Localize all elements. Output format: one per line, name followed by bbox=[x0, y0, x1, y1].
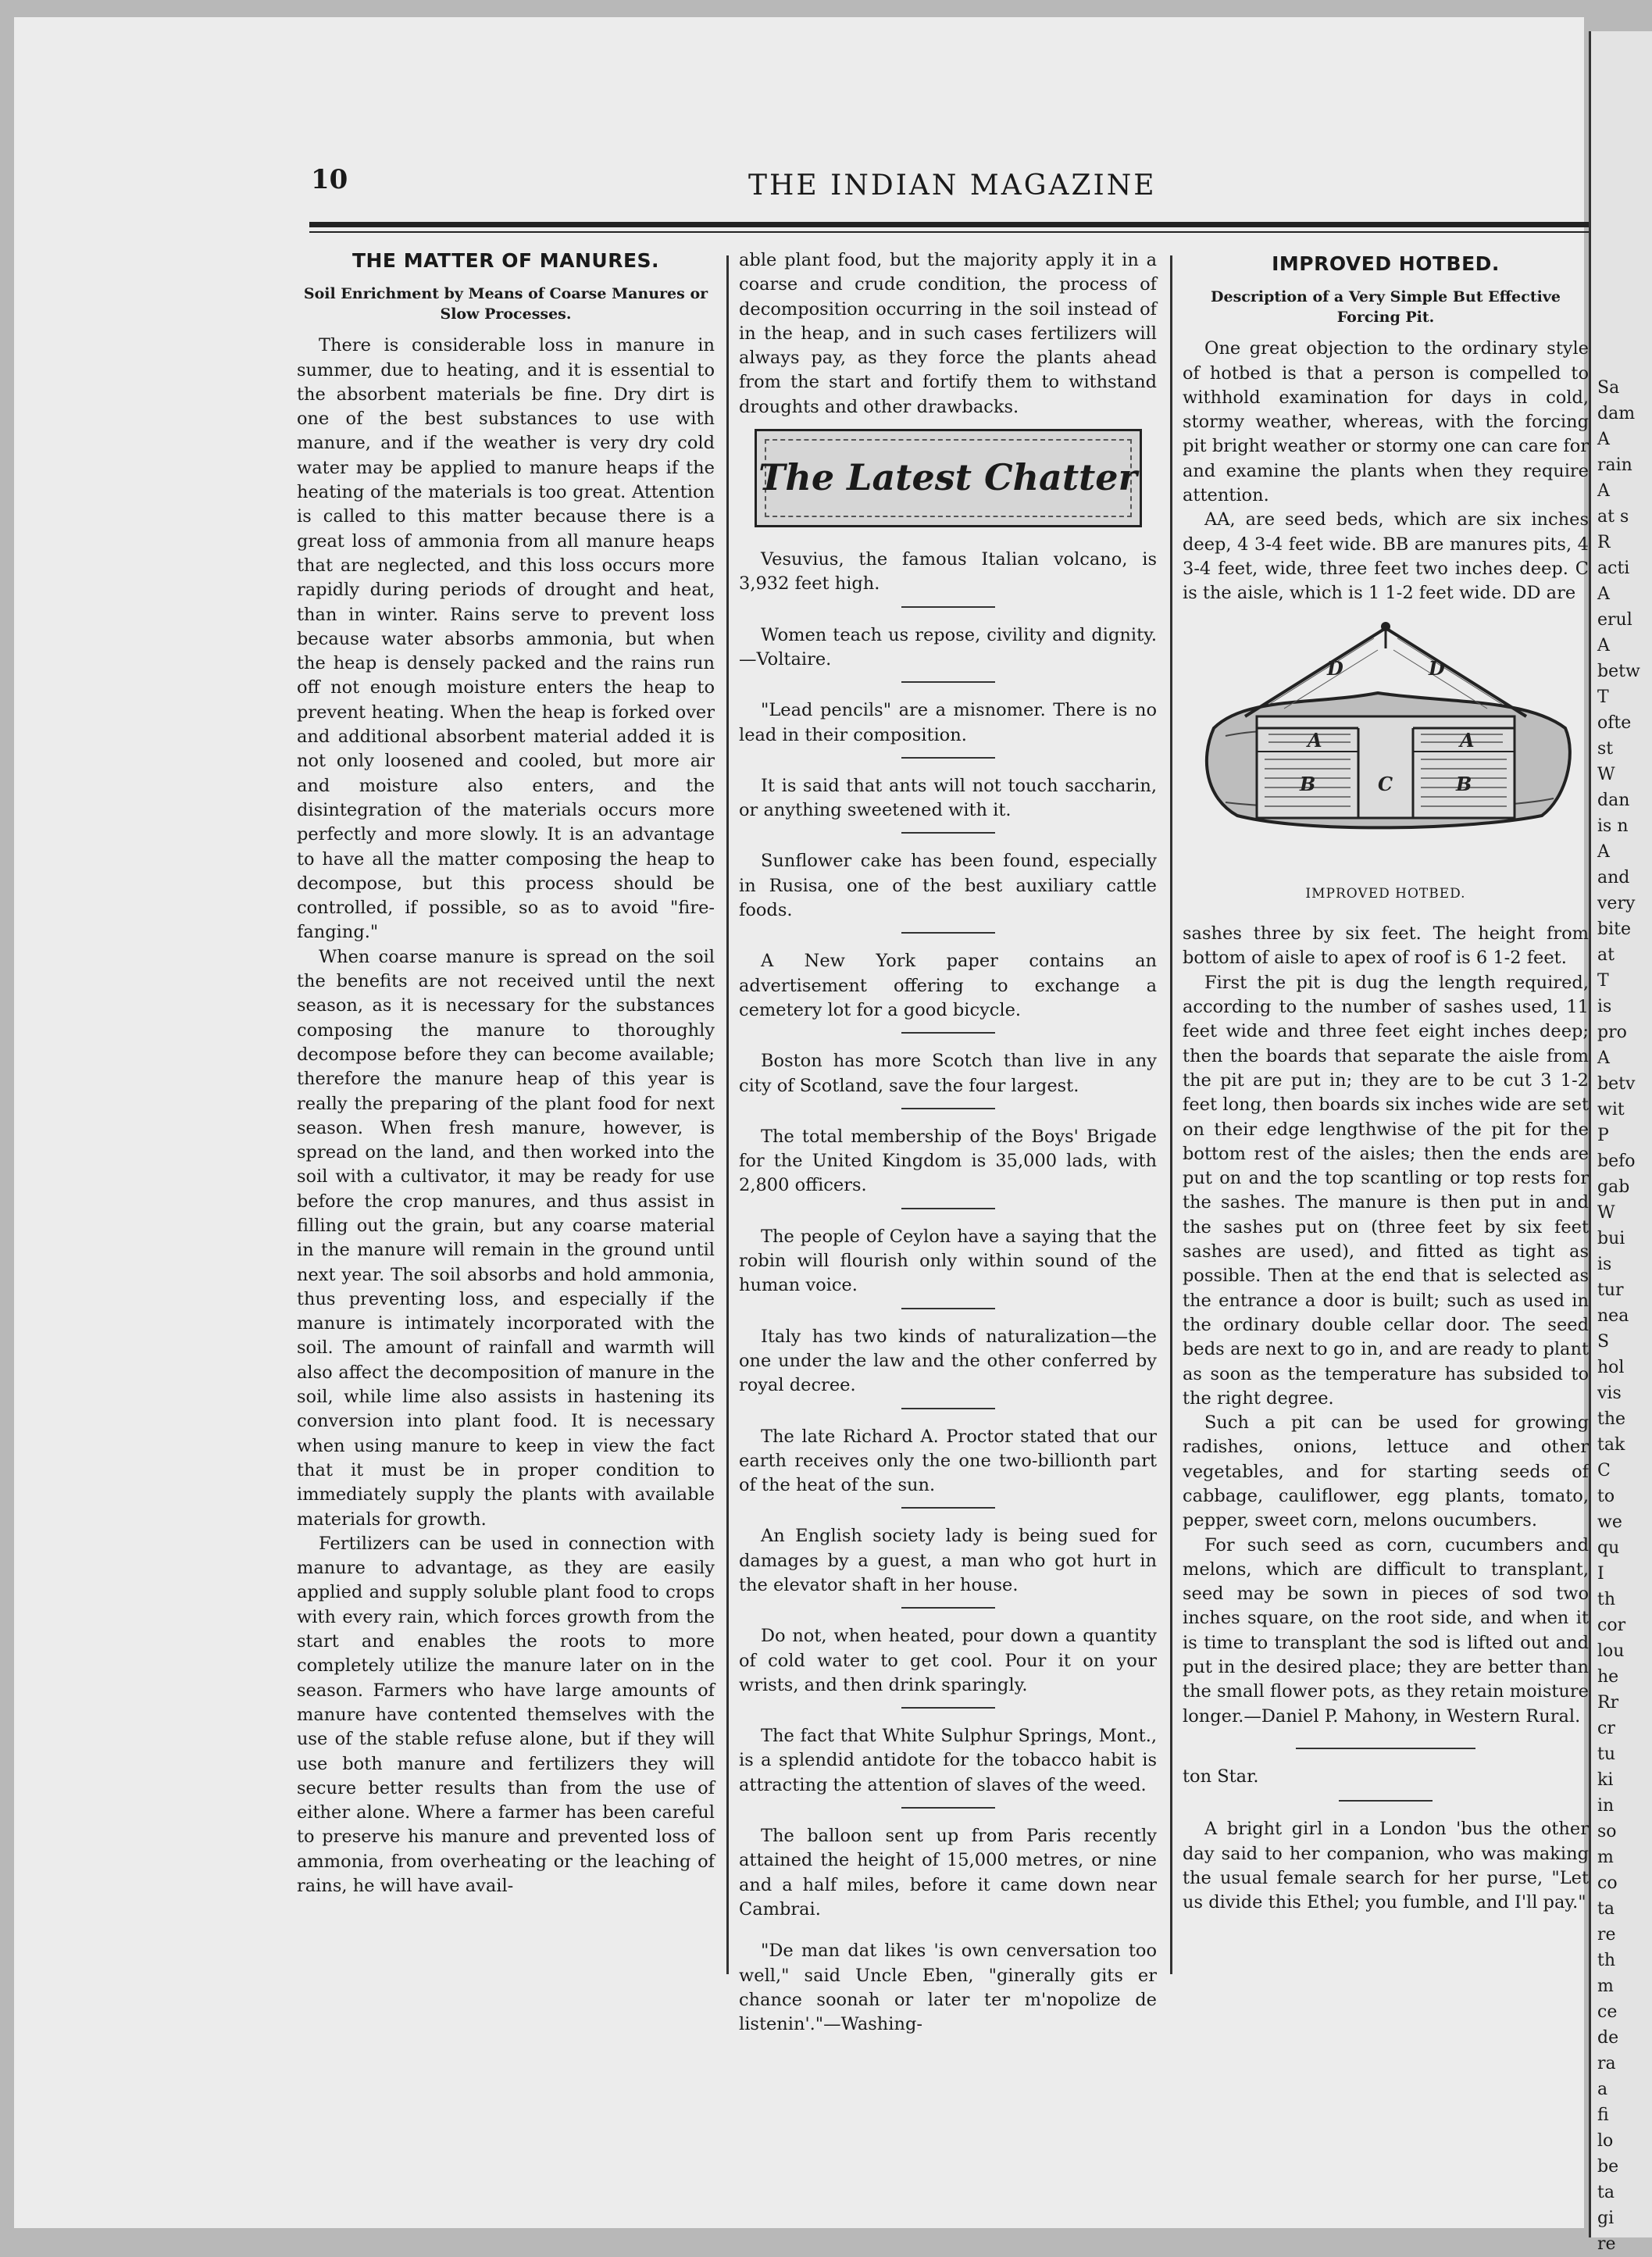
adjacent-page-fragment: betw bbox=[1597, 662, 1640, 681]
adjacent-page-fragment: vis bbox=[1597, 1384, 1622, 1403]
adjacent-page-fragment: ki bbox=[1597, 1770, 1614, 1790]
adjacent-page-fragment: qu bbox=[1597, 1538, 1620, 1558]
adjacent-page-fragment: A bbox=[1597, 1048, 1610, 1068]
item-separator bbox=[901, 1208, 995, 1209]
figure-label: B bbox=[1456, 772, 1472, 795]
item-separator bbox=[901, 757, 995, 759]
adjacent-page-fragment: A bbox=[1597, 842, 1610, 862]
chatter-banner bbox=[755, 429, 1142, 527]
chatter-item: Do not, when heated, pour down a quantity of cold water to get cool. Pour it on your wrists, and then drink sparingly. bbox=[739, 1626, 1157, 1695]
adjacent-page-strip bbox=[1589, 31, 1652, 2254]
adjacent-page-fragment: bui bbox=[1597, 1229, 1625, 1248]
item-separator bbox=[901, 1308, 995, 1309]
adjacent-page-fragment: tur bbox=[1597, 1280, 1624, 1300]
item-separator bbox=[901, 1108, 995, 1109]
hotbed-diagram bbox=[1190, 611, 1581, 869]
adjacent-page-fragment: m bbox=[1597, 1848, 1614, 1867]
adjacent-page-fragment: A bbox=[1597, 636, 1610, 655]
adjacent-page-fragment: the bbox=[1597, 1409, 1626, 1429]
adjacent-page-fragment: tu bbox=[1597, 1745, 1616, 1764]
article-separator bbox=[1296, 1748, 1475, 1749]
article-paragraph: Such a pit can be used for growing radishes, onions, lettuce and other vegetables, and for starting seeds of cabbage, cauliflower, egg plants, tomato, pepper, sweet corn, melons oucumbers. bbox=[1183, 1412, 1589, 1531]
adjacent-page-fragment: co bbox=[1597, 1873, 1618, 1893]
adjacent-page-fragment: W bbox=[1597, 1203, 1615, 1223]
chatter-banner-title: The Latest Chatter bbox=[758, 456, 1137, 499]
article-headline: IMPROVED HOTBED. bbox=[1272, 252, 1500, 275]
adjacent-page-fragment: re bbox=[1597, 1925, 1616, 1945]
adjacent-page-fragment: A bbox=[1597, 430, 1610, 449]
item-separator bbox=[901, 1507, 995, 1509]
chatter-item: "De man dat likes 'is own cenversation too well," said Uncle Eben, "ginerally gits er chance soonah or later ter m'nopolize de listenin'."—Washing- bbox=[739, 1941, 1157, 2035]
adjacent-page-fragment: dan bbox=[1597, 791, 1630, 810]
adjacent-page-fragment: very bbox=[1597, 894, 1636, 913]
hotbed-illustration bbox=[1183, 611, 1589, 876]
article-paragraph: There is considerable loss in manure in summer, due to heating, and it is essential to the absorbent materials be fine. Dry dirt is one of the best substances to use with manure, and if the weather is very dry cold water may be applied to manure heaps if the heating of the materials is too great. Attention is called to this matter because there is a great loss of ammonia from all manure heaps that are neglected, and this loss occurs more rapidly during periods of drought and heat, than in winter. Rains serve to prevent loss because water absorbs ammonia, but when the heap is densely packed and the rains run off not enough moisture enters the heap to prevent heating. When the heap is forked over and additional absorbent material added it is not only loosened and cooled, but more air and moisture also enters, and the disintegration of the materials occurs more perfectly and more slowly. It is an advantage to have all the matter composing the heap to decompose, but this process should be controlled, if possible, so as to avoid "fire-fanging." bbox=[297, 335, 715, 943]
adjacent-page-fragment: so bbox=[1597, 1822, 1617, 1841]
adjacent-page-fragment: ta bbox=[1597, 1899, 1615, 1919]
article-paragraph: Fertilizers can be used in connection with manure to advantage, as they are easily applied and supply soluble plant food to crops with every rain, which forces growth from the start and enables the roots to more completely utilize the manure later on in the season. Farmers who have large amounts of manure have contented themselves with the use of the stable refuse alone, but if they will use both manure and fertilizers they will secure better results than from the use of either alone. Where a farmer has been careful to preserve his manure and prevented loss of ammonia, from overheating or the leaching of rains, he will have avail- bbox=[297, 1533, 715, 1896]
adjacent-page-fragment: T bbox=[1597, 687, 1609, 707]
adjacent-page-fragment: m bbox=[1597, 1977, 1614, 1996]
adjacent-page-fragment: th bbox=[1597, 1951, 1616, 1970]
figure-label: D bbox=[1327, 656, 1343, 680]
figure-label: A bbox=[1460, 728, 1475, 752]
article-subhead: Description of a Very Simple But Effective Forcing Pit. bbox=[1211, 288, 1561, 327]
adjacent-page-fragment: rain bbox=[1597, 455, 1632, 475]
header-rule bbox=[309, 222, 1606, 227]
adjacent-page-fragment: I bbox=[1597, 1564, 1604, 1584]
adjacent-page-fragment: at s bbox=[1597, 507, 1629, 527]
article-subhead: Soil Enrichment by Means of Coarse Manures or Slow Processes. bbox=[303, 285, 708, 323]
item-separator bbox=[901, 1408, 995, 1409]
chatter-item: A New York paper contains an advertisement offering to exchange a cemetery lot for a good bicycle. bbox=[739, 951, 1157, 1020]
chatter-item: Women teach us repose, civility and dignity.—Voltaire. bbox=[739, 624, 1157, 670]
column-divider bbox=[1170, 255, 1172, 1974]
article-paragraph: When coarse manure is spread on the soil the benefits are not received until the next season, as it is necessary for the substances composing the manure to thoroughly decompose before they can become available; therefore the manure heap of this year is really the preparing of the plant food for next season. When fresh manure, however, is spread on the land, and then worked into the soil with a cultivator, it may be ready for use before the crop manures, and thus assist in filling out the grain, but any coarse material in the manure will remain in the ground until next year. The soil absorbs and hold ammonia, thus preventing loss, and especially if the manure is intimately incorporated with the soil. The amount of rainfall and warmth will also affect the decomposition of manure in the soil, while lime also assists in hastening its conversion into plant food. It is necessary when using manure to keep in view the fact that it must be in proper condition to immediately supply the plants with available materials for growth. bbox=[297, 946, 715, 1530]
item-separator bbox=[901, 681, 995, 683]
chatter-column bbox=[739, 248, 1157, 2054]
item-separator bbox=[901, 1032, 995, 1034]
header-rule-thin bbox=[309, 231, 1606, 233]
article-paragraph: AA, are seed beds, which are six inches deep, 4 3-4 feet wide. BB are manures pits, 4 3-4 feet, wide, three feet two inches deep. C is the aisle, which is 1 1-2 feet wide. DD are bbox=[1183, 509, 1589, 604]
chatter-item: An English society lady is being sued for damages by a guest, a man who got hurt in the elevator shaft in her house. bbox=[739, 1526, 1157, 1595]
item-separator bbox=[901, 1807, 995, 1809]
adjacent-page-fragment: gi bbox=[1597, 2209, 1615, 2228]
adjacent-page-fragment: T bbox=[1597, 971, 1609, 991]
adjacent-page-fragment: A bbox=[1597, 584, 1610, 604]
article-manures bbox=[297, 248, 715, 1898]
adjacent-page-fragment: hol bbox=[1597, 1358, 1625, 1377]
chatter-item: Vesuvius, the famous Italian volcano, is 3,932 feet high. bbox=[739, 549, 1157, 595]
newspaper-page bbox=[14, 17, 1589, 2228]
chatter-item: The fact that White Sulphur Springs, Mont., is a splendid antidote for the tobacco habit is attracting the attention of slaves of the weed. bbox=[739, 1726, 1157, 1795]
adjacent-page-fragment: cr bbox=[1597, 1719, 1615, 1738]
adjacent-page-fragment: ra bbox=[1597, 2054, 1616, 2073]
chatter-item: The total membership of the Boys' Brigade for the United Kingdom is 35,000 lads, with 2,800 officers. bbox=[739, 1126, 1157, 1196]
adjacent-page-fragment: ofte bbox=[1597, 713, 1632, 733]
adjacent-page-fragment: in bbox=[1597, 1796, 1615, 1816]
chatter-item: It is said that ants will not touch saccharin, or anything sweetened with it. bbox=[739, 775, 1157, 821]
adjacent-page-fragment: be bbox=[1597, 2157, 1619, 2177]
adjacent-page-fragment: ce bbox=[1597, 2002, 1618, 2022]
adjacent-page-fragment: re bbox=[1597, 2234, 1616, 2254]
adjacent-page-fragment: C bbox=[1597, 1461, 1611, 1480]
adjacent-page-fragment: W bbox=[1597, 765, 1615, 784]
adjacent-page-fragment: to bbox=[1597, 1487, 1615, 1506]
article-paragraph: sashes three by six feet. The height from bottom of aisle to apex of roof is 6 1-2 feet. bbox=[1183, 923, 1589, 969]
adjacent-page-fragment: de bbox=[1597, 2028, 1619, 2048]
chatter-item: Sunflower cake has been found, especially in Rusisa, one of the best auxiliary cattle foods. bbox=[739, 851, 1157, 921]
adjacent-page-fragment: Rr bbox=[1597, 1693, 1619, 1712]
item-separator bbox=[1339, 1800, 1433, 1802]
figure-label: D bbox=[1429, 656, 1445, 680]
adjacent-page-fragment: S bbox=[1597, 1332, 1610, 1352]
chatter-item: The late Richard A. Proctor stated that our earth receives only the one two-billionth part of the heat of the sun. bbox=[739, 1426, 1157, 1496]
adjacent-page-fragment: pro bbox=[1597, 1023, 1627, 1042]
adjacent-page-fragment: P bbox=[1597, 1126, 1609, 1145]
adjacent-page-fragment: lou bbox=[1597, 1641, 1625, 1661]
article-paragraph: A bright girl in a London 'bus the other day said to her companion, who was making the usual female search for her purse, "Let us divide this Ethel; you fumble, and I'll pay." bbox=[1183, 1819, 1589, 1913]
adjacent-page-fragment: wit bbox=[1597, 1100, 1625, 1120]
column-divider bbox=[726, 255, 729, 1974]
adjacent-page-fragment: R bbox=[1597, 533, 1611, 552]
adjacent-page-fragment: is bbox=[1597, 1255, 1612, 1274]
article-continuation: ton Star. bbox=[1183, 1766, 1259, 1787]
adjacent-page-fragment: fi bbox=[1597, 2105, 1609, 2125]
item-separator bbox=[901, 606, 995, 608]
article-continuation: able plant food, but the majority apply it in a coarse and crude condition, the process of decomposition occurring in the soil instead of in the heap, and in such cases fertilizers will always pay, as they force the plants ahead from the start and fortify them to withstand droughts and other drawbacks. bbox=[739, 250, 1157, 417]
chatter-item: The people of Ceylon have a saying that the robin will flourish only within sound of the human voice. bbox=[739, 1226, 1157, 1296]
item-separator bbox=[901, 1607, 995, 1609]
adjacent-page-fragment: A bbox=[1597, 481, 1610, 501]
figure-label: A bbox=[1308, 728, 1322, 752]
item-separator bbox=[901, 1707, 995, 1709]
adjacent-page-fragment: Sa bbox=[1597, 378, 1620, 398]
magazine-title: THE INDIAN MAGAZINE bbox=[748, 170, 1157, 202]
article-paragraph: For such seed as corn, cucumbers and melons, which are difficult to transplant, seed may be sown in pieces of sod two inches square, on the root side, and when it is time to transplant the sod is lifted out and put in the desired place; they are better than the small flower pots, as they retain moisture longer.—Daniel P. Mahony, in Western Rural. bbox=[1183, 1534, 1589, 1727]
adjacent-page-fragment: acti bbox=[1597, 559, 1630, 578]
figure-label: C bbox=[1378, 772, 1393, 795]
adjacent-page-fragment: at bbox=[1597, 945, 1615, 965]
chatter-item: Italy has two kinds of naturalization—the one under the law and the other conferred by royal decree. bbox=[739, 1326, 1157, 1396]
adjacent-page-fragment: lo bbox=[1597, 2131, 1614, 2151]
article-headline: THE MATTER OF MANURES. bbox=[351, 249, 660, 272]
adjacent-page-fragment: dam bbox=[1597, 404, 1636, 423]
adjacent-page-fragment: th bbox=[1597, 1590, 1616, 1609]
article-paragraph: One great objection to the ordinary style of hotbed is that a person is compelled to withhold examination for days in cold, stormy weather, whereas, with the forcing pit bright weather or stormy one can care for and examine the plants when they require attention. bbox=[1183, 338, 1589, 506]
adjacent-page-fragment: ta bbox=[1597, 2183, 1615, 2202]
page-number: 10 bbox=[311, 164, 348, 195]
article-paragraph: First the pit is dug the length required, according to the number of sashes used, 11 feet wide and three feet eight inches deep; then the boards that separate the aisle from the pit are put in; they are to be cut 3 1-2 feet long, then boards six inches wide are set on their edge lengthwise of the pit for the bottom rest of the aisles; then the ends are put on and the top scantling or top rests for the sashes. The manure is then put in and the sashes put on (three feet by six feet sashes are used), and fitted as tight as possible. Then at the end that is selected as the entrance a door is built; such as used in the ordinary double cellar door. The seed beds are next to go in, and are ready to plant as soon as the temperature has subsided to the right degree. bbox=[1183, 972, 1589, 1409]
adjacent-page-fragment: cor bbox=[1597, 1616, 1626, 1635]
adjacent-page-fragment: bite bbox=[1597, 920, 1631, 939]
chatter-item: The balloon sent up from Paris recently attained the height of 15,000 metres, or nine and a half miles, before it came down near Cambrai. bbox=[739, 1826, 1157, 1920]
adjacent-page-fragment: nea bbox=[1597, 1306, 1629, 1326]
adjacent-page-fragment: betv bbox=[1597, 1074, 1636, 1094]
figure-caption: IMPROVED HOTBED. bbox=[1305, 885, 1466, 902]
adjacent-page-fragment: st bbox=[1597, 739, 1614, 759]
adjacent-page-fragment: tak bbox=[1597, 1435, 1625, 1455]
adjacent-page-fragment: is bbox=[1597, 997, 1612, 1016]
adjacent-page-fragment: is n bbox=[1597, 816, 1629, 836]
adjacent-page-fragment: he bbox=[1597, 1667, 1619, 1687]
figure-label: B bbox=[1300, 772, 1316, 795]
item-separator bbox=[901, 932, 995, 934]
chatter-item: Boston has more Scotch than live in any city of Scotland, save the four largest. bbox=[739, 1051, 1157, 1096]
adjacent-page-fragment: a bbox=[1597, 2080, 1608, 2099]
adjacent-page-fragment: we bbox=[1597, 1512, 1622, 1532]
adjacent-page-fragment: and bbox=[1597, 868, 1630, 887]
adjacent-page-fragment: gab bbox=[1597, 1177, 1630, 1197]
chatter-item: "Lead pencils" are a misnomer. There is no lead in their composition. bbox=[739, 700, 1157, 745]
adjacent-page-fragment: befo bbox=[1597, 1152, 1636, 1171]
item-separator bbox=[901, 832, 995, 834]
adjacent-page-fragment: erul bbox=[1597, 610, 1632, 630]
article-hotbed bbox=[1183, 252, 1589, 1915]
